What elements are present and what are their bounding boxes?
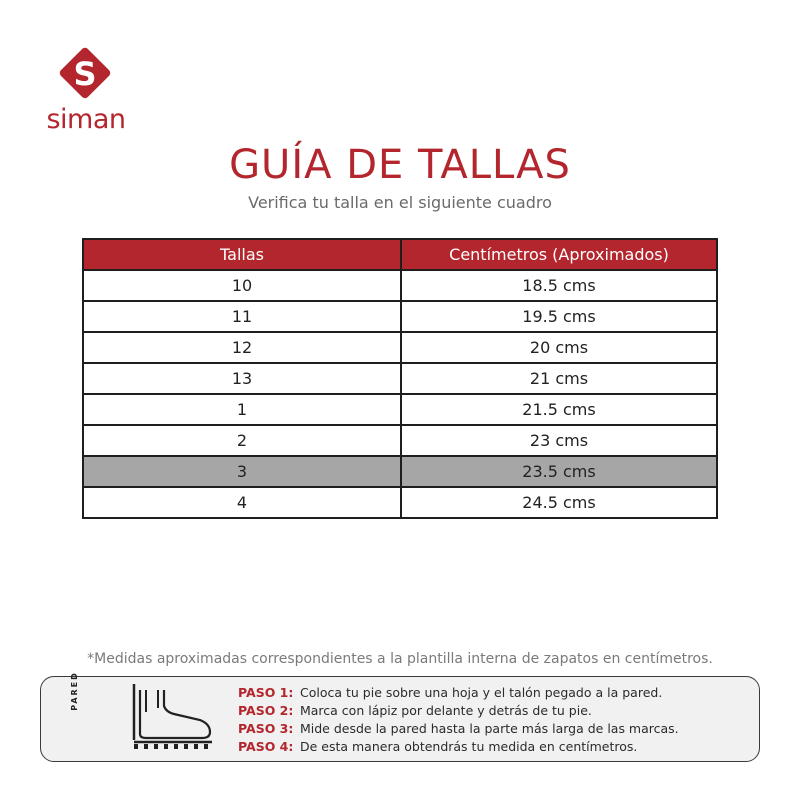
page-subtitle: Verifica tu talla en el siguiente cuadro (248, 193, 552, 212)
size-cell: 13 (83, 363, 401, 394)
cm-cell: 21 cms (401, 363, 717, 394)
cm-cell: 20 cms (401, 332, 717, 363)
table-row (83, 487, 717, 518)
table-row (83, 394, 717, 425)
cm-cell: 21.5 cms (401, 394, 717, 425)
wall-label: PARED (70, 671, 79, 711)
table-row (83, 301, 717, 332)
step-1 (238, 684, 748, 702)
step-3 (238, 720, 748, 738)
size-table (82, 238, 718, 519)
brand-name: siman (46, 104, 126, 135)
column-header-size: Tallas (83, 239, 401, 270)
step-label: PASO 1: (238, 685, 294, 700)
step-label: PASO 4: (238, 739, 294, 754)
step-text: Coloca tu pie sobre una hoja y el talón pegado a la pared. (299, 685, 663, 700)
cm-cell: 23.5 cms (401, 456, 717, 487)
size-cell: 3 (83, 456, 401, 487)
size-cell: 2 (83, 425, 401, 456)
size-cell: 1 (83, 394, 401, 425)
size-cell: 11 (83, 301, 401, 332)
footnote: *Medidas aproximadas correspondientes a la plantilla interna de zapatos en centímetros. (87, 651, 713, 667)
step-4 (238, 738, 748, 756)
step-label: PASO 2: (238, 703, 294, 718)
cm-cell: 19.5 cms (401, 301, 717, 332)
logo-letter: S (73, 55, 97, 93)
table-header-row (83, 239, 717, 270)
table-row (83, 425, 717, 456)
cm-cell: 24.5 cms (401, 487, 717, 518)
table-row (83, 270, 717, 301)
step-text: De esta manera obtendrás tu medida en centímetros. (299, 739, 638, 754)
steps-list (238, 684, 748, 756)
size-cell: 12 (83, 332, 401, 363)
column-header-cm: Centímetros (Aproximados) (401, 239, 717, 270)
table-row (83, 332, 717, 363)
step-2 (238, 702, 748, 720)
table-row-highlighted (83, 456, 717, 487)
foot-against-wall-icon (130, 682, 216, 754)
step-text: Marca con lápiz por delante y detrás de tu pie. (299, 703, 592, 718)
cm-cell: 18.5 cms (401, 270, 717, 301)
brand-logo (44, 40, 124, 135)
size-cell: 10 (83, 270, 401, 301)
page-title: GUÍA DE TALLAS (229, 142, 571, 188)
step-label: PASO 3: (238, 721, 294, 736)
table-row (83, 363, 717, 394)
step-text: Mide desde la pared hasta la parte más larga de las marcas. (299, 721, 679, 736)
siman-logo-icon (56, 44, 114, 102)
size-cell: 4 (83, 487, 401, 518)
cm-cell: 23 cms (401, 425, 717, 456)
